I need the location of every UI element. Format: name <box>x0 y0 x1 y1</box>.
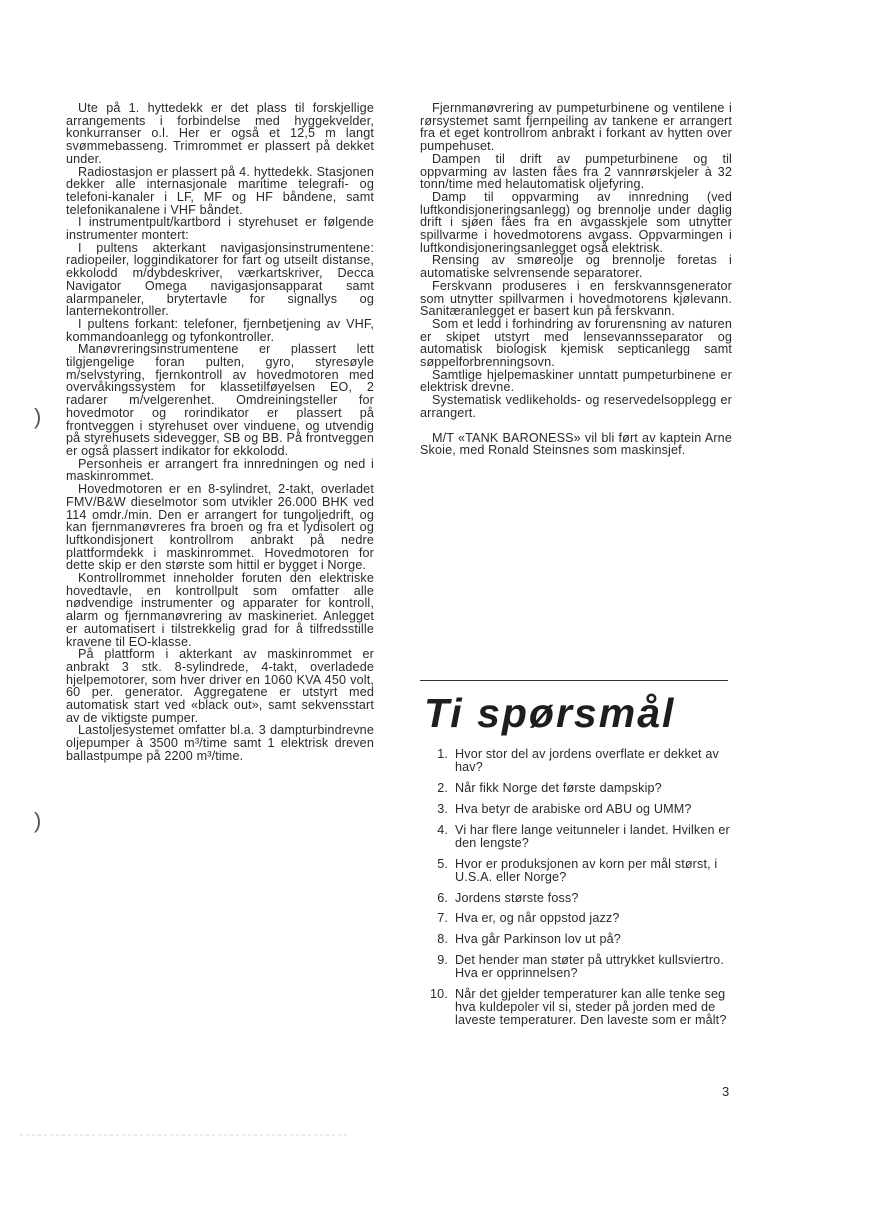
right-column <box>420 102 732 457</box>
paragraph-main-engine: Hovedmotoren er en 8-sylindret, 2-takt, overladet FMV/B&W dieselmotor som utvikler 26.000 BHK ved 114 omdr./min. Den er arrangert for tungoljedrift, og kan fjernmanøvreres fra broen og fra et lydisolert og luftkondisjonert kontrollrom anbrakt på nedre plattformdekk i maskinrommet. Hovedmotoren for dette skip er den største som hittil er bygget i Norge. <box>66 482 374 573</box>
paragraph-pollution-prevention: Som et ledd i forhindring av forurensning av naturen er skipet utstyrt med lensevannsseparator og automatisk biologisk kjemisk septicanlegg samt søppelforbrenningsovn. <box>420 316 732 370</box>
quiz-question <box>420 782 734 795</box>
question-text: Hva er, og når oppstod jazz? <box>455 911 620 926</box>
paragraph-oil-separation: Rensing av smøreolje og brennolje foretas i automatiske selvrensende separatorer. <box>420 253 732 281</box>
quiz-question <box>420 803 734 816</box>
question-text: Når fikk Norge det første dampskip? <box>455 781 662 795</box>
paragraph-cargo-oil-system: Lastoljesystemet omfatter bl.a. 3 dampturbindrevne oljepumper à 3500 m³/time samt 1 elektrisk dreven ballastpumpe på 2200 m³/time. <box>66 723 374 763</box>
quiz-question <box>420 892 734 905</box>
binding-mark-icon: ) <box>34 808 42 833</box>
question-number: 9. <box>437 952 448 967</box>
paragraph-control-room: Kontrollrommet inneholder foruten den elektriske hovedtavle, en kontrollpult som omfatter alle nødvendige instrumenter og apparater for kontroll, alarm og fjernmanøvrering av maskineriet. Anlegget er automatisert i tilstrekkelig grad for å tilfredsstille kravene til EO-klasse. <box>66 571 374 649</box>
quiz-question <box>420 933 734 946</box>
section-divider <box>420 680 728 681</box>
question-number: 2. <box>437 781 448 795</box>
paragraph-auxiliary-engines: På plattform i akterkant av maskinrommet er anbrakt 3 stk. 8-sylindrede, 4-takt, overladede hjelpemotorer, som hver driver en 1060 KVA 450 volt, 60 per. generator. Aggregatene er utstyrt med automatisk start ved «black out», samt sekvensstart av de viktigste pumper. <box>66 647 374 725</box>
question-text: Når det gjelder temperaturer kan alle tenke seg hva kuldepoler vil si, steder på jorden med de laveste temperaturer. Den laveste som er målt? <box>455 986 727 1028</box>
question-text: Vi har flere lange veitunneler i landet. Hvilken er den lengste? <box>455 822 730 850</box>
question-number: 5. <box>437 856 448 871</box>
quiz-question <box>420 954 734 980</box>
binding-mark-icon: ) <box>34 404 42 429</box>
quiz-question <box>420 912 734 925</box>
paragraph-remote-operation: Fjernmanøvrering av pumpeturbinene og ventilene i rørsystemet samt fjernpeiling av tankene er arrangert fra et eget kontrollrom anbrakt i forkant av hytten over pumpehuset. <box>420 101 732 154</box>
question-text: Hvor er produksjonen av korn per mål størst, i U.S.A. eller Norge? <box>455 856 718 884</box>
question-text: Hva går Parkinson lov ut på? <box>455 932 621 947</box>
paragraph-radio-station: Radiostasjon er plassert på 4. hyttedekk. Stasjonen dekker alle internasjonale maritime telegrafi- og telefoni-kanaler i LF, MF og HF båndene, samt telefonikanalene i VHF båndet. <box>66 164 374 217</box>
question-number: 1. <box>437 747 448 761</box>
quiz-question <box>420 824 734 850</box>
quiz-question-list <box>420 748 734 1035</box>
quiz-title: Ti spørsmål <box>424 690 676 736</box>
paragraph-maneuvering-instruments: Manøvreringsinstrumentene er plassert lett tilgjengelige foran pulten, gyro, styresøyle m/selvstyring, fjernkontroll av hovedmotoren med overvåkingssystem for klassetilføyelsen EO, 2 radarer m/velgerenhet. Omdreiningsteller for hovedmotor og rorindikator er plassert på frontveggen i styrehuset over vinduene, og utvendig på styrehusets sidevegger, SB og BB. På frontveggen er også plassert indikator for ekkolodd. <box>66 342 374 458</box>
quiz-question <box>420 858 734 884</box>
question-number: 7. <box>437 911 448 926</box>
paragraph-instrument-console: I instrumentpult/kartbord i styrehuset er følgende instrumenter montert: <box>66 215 374 243</box>
question-number: 4. <box>437 822 448 837</box>
page-number: 3 <box>722 1084 730 1099</box>
question-number: 3. <box>437 801 448 816</box>
question-text: Hvor stor del av jordens overflate er dekket av hav? <box>455 747 719 775</box>
quiz-question <box>420 988 734 1028</box>
question-text: Jordens største foss? <box>455 890 579 905</box>
ship-crew-signature: M/T «TANK BARONESS» vil bli ført av kaptein Arne Skoie, med Ronald Steinsnes som maskinsjef. <box>420 430 732 458</box>
question-text: Hva betyr de arabiske ord ABU og UMM? <box>455 801 692 816</box>
paragraph-console-front: I pultens forkant: telefoner, fjernbetjening av VHF, kommandoanlegg og tyfonkontroller. <box>66 316 374 344</box>
quiz-question <box>420 748 734 774</box>
paragraph-auxiliary-machinery: Samtlige hjelpemaskiner unntatt pumpeturbinene er elektrisk drevne. <box>420 367 732 395</box>
question-number: 6. <box>437 890 448 905</box>
paragraph-deck-facilities: Ute på 1. hyttedekk er det plass til forskjellige arrangements i forbindelse med hyggekvelder, konkurranser o.l. Her er også et 12,5 m langt svømmebasseng. Trimrommet er plassert på dekket under. <box>66 101 374 166</box>
left-column <box>66 102 374 763</box>
paragraph-heating-steam: Damp til oppvarming av innredning (ved luftkondisjoneringsanlegg) og brennolje under daglig drift i sjøen fåes fra en avgasskjele som utnytter spillvarme i hovedmotorens avgass. Oppvarmingen i luftkondisjoneringsanlegget også elektrisk. <box>420 189 732 255</box>
question-number: 8. <box>437 932 448 947</box>
paragraph-elevator: Personheis er arrangert fra innredningen og ned i maskinrommet. <box>66 456 374 484</box>
paragraph-steam-boilers: Dampen til drift av pumpeturbinene og til oppvarming av lasten fåes fra 2 vannrørskjeler à 32 tonn/time med helautomatisk oljefyring. <box>420 151 732 192</box>
scan-artifact <box>20 1134 350 1136</box>
paragraph-maintenance: Systematisk vedlikeholds- og reservedelsopplegg er arrangert. <box>420 393 732 420</box>
paragraph-fresh-water: Ferskvann produseres i en ferskvannsgenerator som utnytter spillvarmen i hovedmotorens kjølevann. Sanitæranlegget er basert kun på ferskvann. <box>420 278 732 319</box>
question-text: Det hender man støter på uttrykket kullsviertro. Hva er opprinnelsen? <box>455 952 724 981</box>
question-number: 10. <box>430 986 448 1001</box>
paragraph-navigation-instruments: I pultens akterkant navigasjonsinstrumentene: radiopeiler, loggindikatorer for fart og utseilt distanse, ekkolodd m/dybdeskriver, værkartskriver, Decca Navigator Omega navigasjonsapparat samt alarmpaneler, brytertavle for signallys og lanternekontroller. <box>66 240 374 319</box>
